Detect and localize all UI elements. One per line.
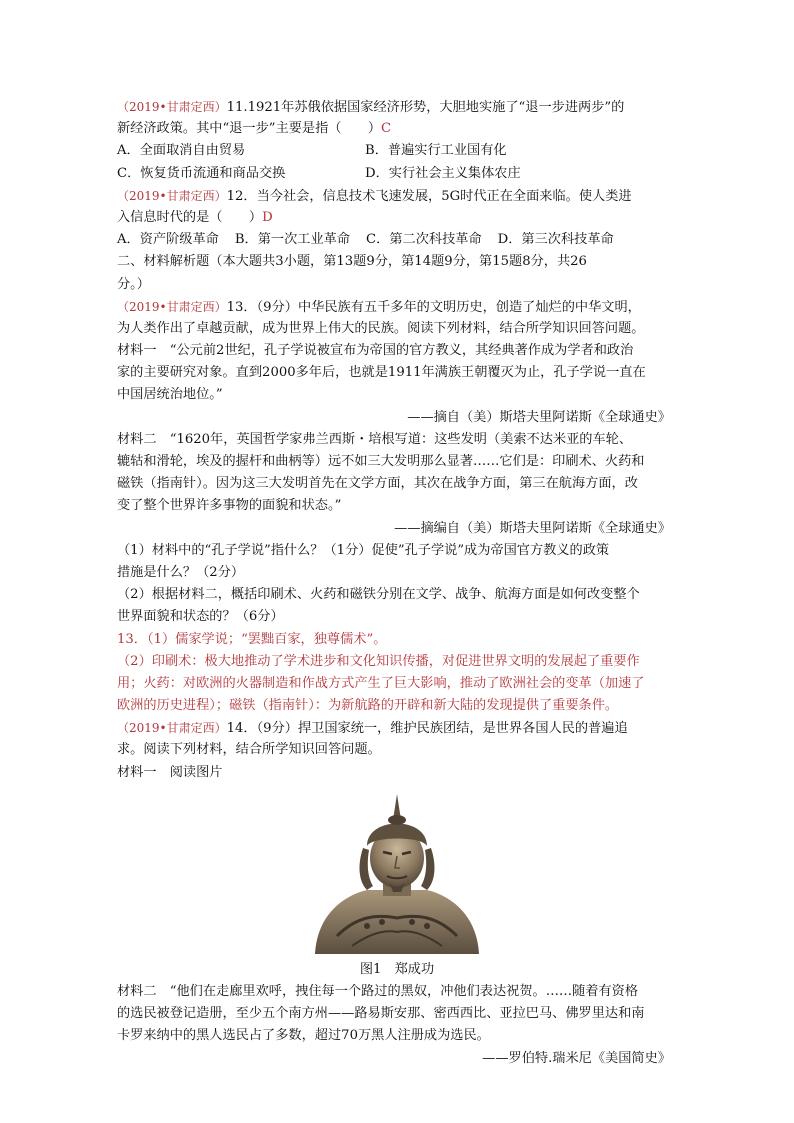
q11-option-d: D．实行社会主义集体农庄: [365, 165, 521, 181]
q11-options-row1: [117, 140, 677, 162]
q12-option-c: C．第二次科技革命: [366, 232, 482, 248]
document-page: [117, 96, 677, 1070]
q13-subquestion1-line2: 措施是什么？（2分）: [117, 564, 245, 580]
q14-line2: 求。阅读下列材料，结合所学知识回答问题。: [117, 742, 381, 758]
q11-options-row2: [117, 163, 677, 185]
q12-option-b: B．第一次工业革命: [234, 232, 351, 248]
figure-caption: 图1 郑成功: [359, 961, 435, 977]
q14-material1-title: 材料一 阅读图片: [117, 764, 223, 780]
zheng-chenggong-statue-figure: [117, 784, 677, 959]
q13-material1-line3: 中国居统治地位。”: [117, 387, 223, 403]
q13-answer2-line2: 用；火药：对欧洲的火器制造和作战方式产生了巨大影响，推动了欧洲社会的变革（加速了: [117, 675, 645, 691]
q13-subquestion2-line1: （2）根据材料二，概括印刷术、火药和磁铁分别在文学、战争、航海方面是如何改变整个: [117, 587, 640, 603]
q11-stem: 11.1921年苏俄依据国家经济形势，大胆地实施了“退一步进两步”的: [226, 100, 625, 115]
q11-option-c: C．恢复货币流通和商品交换: [117, 165, 286, 181]
q12-stem: 12．当今社会，信息技术飞速发展，5G时代正在全面来临。使人类进: [226, 188, 632, 204]
q13-material2-line3: 磁铁（指南针）。因为这三大发明首先在文学方面，其次在战争方面，第三在航海方面，改: [117, 476, 638, 492]
source-tag: （2019•甘肃定西）: [117, 188, 227, 203]
q13-stem: 13．（9分）中华民族有五千多年的文明历史，创造了灿烂的中华文明，: [226, 299, 641, 315]
q11-answer: C: [381, 121, 392, 137]
section2-heading: 二、材料解析题（本大题共3小题，第13题9分，第14题9分，第15题8分，共26: [117, 254, 587, 270]
q12-line2: [117, 207, 677, 229]
q11-option-a: A．全面取消自由贸易: [117, 143, 246, 159]
q13-answer1: 13．（1）儒家学说；“罢黜百家，独尊儒术”。: [117, 631, 387, 647]
q13-answer2-line3: 欧洲的历史进程）；磁铁（指南针）：为新航路的开辟和新大陆的发现提供了重要条件。: [117, 698, 619, 714]
q13-line2: 为人类作出了卓越贡献，成为世界上伟大的民族。阅读下列材料，结合所学知识回答问题。: [117, 320, 645, 336]
q13-material2-citation: ——摘编自（美）斯塔夫里阿诺斯《全球通史》: [394, 520, 671, 536]
q14-material2-line2: 的选民被登记造册，至少五个南方州——路易斯安那、密西西比、亚拉巴马、佛罗里达和南: [117, 1006, 645, 1022]
q13-material1-citation: ——摘自（美）斯塔夫里阿诺斯《全球通史》: [407, 409, 671, 425]
q13-line1: [117, 296, 677, 318]
q11-line1: [117, 96, 677, 118]
q11-stem-cont: 新经济政策。其中“退一步”主要是指（ ）: [117, 121, 382, 137]
q13-material2-line1: 材料二 “1620年，英国哲学家弗兰西斯・培根写道：这些发明（美索不达米亚的车轮、: [117, 431, 633, 447]
source-tag: （2019•甘肃定西）: [117, 100, 227, 114]
q12-stem-cont: 入信息时代的是（ ）: [117, 209, 263, 225]
source-tag: （2019•甘肃定西）: [117, 721, 227, 736]
source-tag: （2019•甘肃定西）: [117, 299, 227, 314]
q12-options: [117, 229, 677, 251]
q12-line1: [117, 185, 677, 207]
q14-stem: 14．（9分）捍卫国家统一，维护民族团结，是世界各国人民的普遍追: [226, 721, 628, 737]
q12-option-a: A．资产阶级革命: [117, 232, 219, 248]
q12-option-d: D．第三次科技革命: [497, 232, 614, 248]
q13-material2-line4: 变了整个世界许多事物的面貌和状态。”: [117, 498, 342, 514]
q14-material2-citation: ——罗伯特.瑞米尼《美国简史》: [482, 1050, 671, 1066]
q12-answer: D: [262, 209, 273, 225]
statue-image: [297, 786, 497, 956]
q14-material2-line3: 卡罗来纳中的黑人选民占了多数，超过70万黑人注册成为选民。: [117, 1028, 490, 1044]
q11-option-b: B．普遍实行工业国有化: [365, 143, 507, 159]
q13-material1-line1: 材料一 “公元前2世纪，孔子学说被宣布为帝国的官方教义，其经典著作成为学者和政治: [117, 343, 634, 359]
q11-line2: [117, 118, 677, 140]
q13-material2-line2: 辘轱和滑轮，埃及的握杆和曲柄等）远不如三大发明那么显著……它们是：印刷术、火药和: [117, 454, 645, 469]
q14-material2-line1: 材料二 “他们在走廊里欢呼，拽住每一个路过的黑奴，冲他们表达祝贺。……随着有资格: [117, 984, 639, 999]
q13-subquestion1-line1: （1）材料中的“孔子学说”指什么？（1分）促使”孔子学说”成为帝国官方教义的政策: [117, 542, 610, 558]
q13-subquestion2-line2: 世界面貌和状态的？（6分）: [117, 609, 284, 625]
q13-answer2-line1: （2）印刷术：极大地推动了学术进步和文化知识传播，对促进世界文明的发展起了重要作: [117, 653, 640, 669]
q13-material1-line2: 家的主要研究对象。直到2000多年后，也就是1911年满族王朝覆灭为止，孔子学说一直在: [117, 365, 646, 381]
q14-line1: [117, 717, 677, 739]
section2-heading-cont: 分。）: [117, 276, 150, 292]
